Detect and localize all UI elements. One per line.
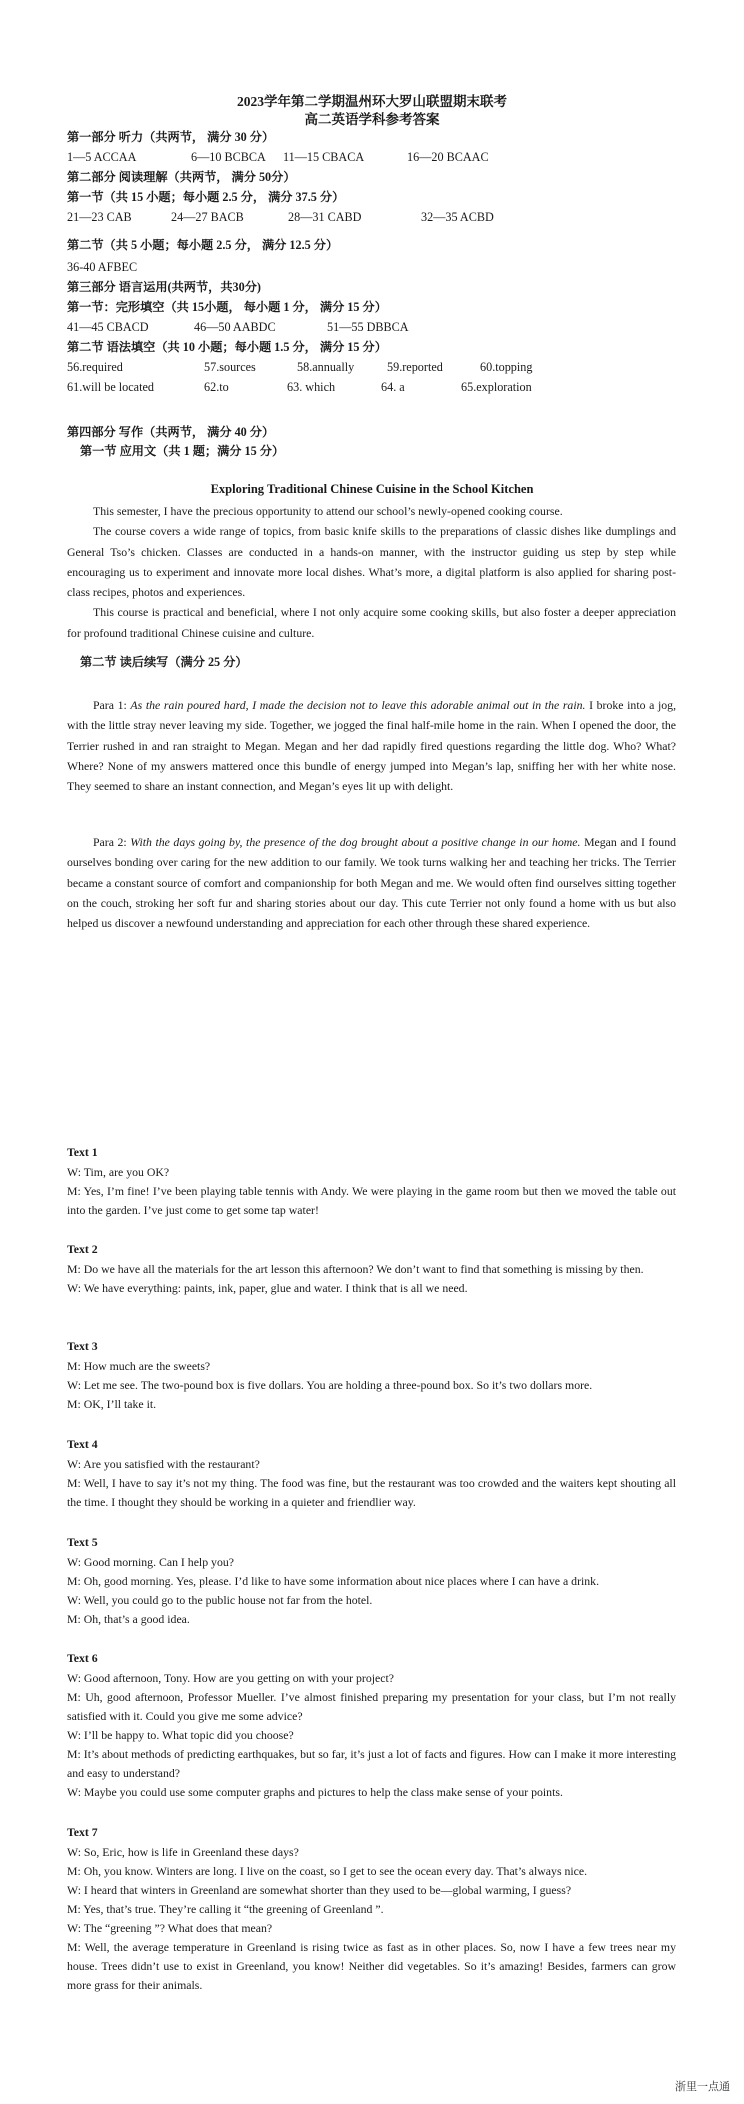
part1-heading: 第一部分 听力（共两节， 满分 30 分） bbox=[67, 130, 275, 144]
grammar-answer: 56.required bbox=[67, 360, 123, 374]
transcript-title: Text 5 bbox=[67, 1535, 98, 1549]
answer-group: 11—15 CBACA bbox=[283, 150, 365, 164]
transcript-line: W: I heard that winters in Greenland are somewhat shorter than they used to be—global warming, I guess? bbox=[67, 1883, 572, 1897]
part4-section1-heading: 第一节 应用文（共 1 题；满分 15 分） bbox=[80, 444, 285, 458]
essay-paragraph: This semester, I have the precious opportunity to attend our school’s newly-opened cooking course. bbox=[93, 504, 563, 518]
answer-group: 41—45 CBACD bbox=[67, 320, 149, 334]
essay-paragraph: The course covers a wide range of topics, from basic knife skills to the preparations of classic dishes like dumplings and General Tso’s chicken. Classes are conducted in a hands-on manner, with the instructor guiding us step by step while encouraging us to experiment and innovate more local dishes. What’s more, a digital platform is also applied for sharing post-class recipes, photos and experiences. bbox=[67, 524, 676, 600]
transcript-line: M: How much are the sweets? bbox=[67, 1359, 211, 1373]
grammar-answer: 64. a bbox=[381, 380, 405, 394]
transcript-line: W: Good afternoon, Tony. How are you getting on with your project? bbox=[67, 1671, 395, 1685]
watermark-label: 浙里一点通 bbox=[675, 2080, 730, 2093]
part2-heading: 第二部分 阅读理解（共两节， 满分 50分） bbox=[67, 170, 296, 184]
transcript-line: W: Good morning. Can I help you? bbox=[67, 1555, 234, 1569]
transcript-text4 bbox=[67, 1435, 676, 1512]
part2-section1-heading: 第一节（共 15 小题；每小题 2.5 分， 满分 37.5 分） bbox=[67, 190, 345, 204]
transcript-line: M: Well, I have to say it’s not my thing. The food was fine, but the restaurant was too crowded and the waiters kept shouting all the time. I thought they should be working in a quieter and friendlier way. bbox=[67, 1476, 676, 1509]
essay-paragraph: This course is practical and beneficial, where I not only acquire some cooking skills, but also foster a deeper appreciation for profound traditional Chinese cuisine and culture. bbox=[67, 605, 676, 640]
transcript-text7 bbox=[67, 1823, 676, 1995]
transcript-text2 bbox=[67, 1240, 676, 1298]
transcript-line: M: Well, the average temperature in Greenland is rising twice as fast as in other places. So, now I have a few trees near my house. Trees didn’t use to exist in Greenland, you know! Neither did vegetables. So it’s amazing! Besides, farmers can grow more grass for their animals. bbox=[67, 1940, 676, 1992]
para2-body: Megan and I found ourselves bonding over caring for the new addition to our family. We took turns walking her and teaching her tricks. The Terrier became a constant source of comfort and companionship for both Megan and me. We would often find ourselves sitting together on the couch, stroking her soft fur and sharing stories about our day. This cute Terrier not only found a home with us but also helped us discover a newfound understanding and appreciation for each other through these shared experience. bbox=[67, 835, 676, 931]
transcript-line: W: So, Eric, how is life in Greenland these days? bbox=[67, 1845, 299, 1859]
part3-section2-heading: 第二节 语法填空（共 10 小题；每小题 1.5 分， 满分 15 分） bbox=[67, 340, 387, 354]
transcript-title: Text 4 bbox=[67, 1437, 98, 1451]
transcript-line: W: We have everything: paints, ink, paper, glue and water. I think that is all we need. bbox=[67, 1281, 468, 1295]
grammar-answer: 57.sources bbox=[204, 360, 256, 374]
answer-group: 16—20 BCAAC bbox=[407, 150, 489, 164]
continuation-para2 bbox=[67, 832, 676, 933]
part2-section2-answers: 36-40 AFBEC bbox=[67, 260, 138, 274]
para1-body: I broke into a jog, with the little stray never leaving my side. Together, we jogged the final half-mile home in the rain. When I opened the door, the Terrier rushed in and ran straight to Megan. Megan and her dad rapidly fired questions regarding the little dog. Who? What? Where? None of my answers mattered once this bundle of energy jumped into Megan’s lap, sniffing her with her white nose. They seemed to share an instant connection, and Megan’s eyes lit up with delight. bbox=[67, 698, 677, 794]
transcript-line: M: Oh, you know. Winters are long. I live on the coast, so I get to see the ocean every day. That’s always nice. bbox=[67, 1864, 588, 1878]
transcript-line: M: Do we have all the materials for the art lesson this afternoon? We don’t want to find that something is missing by then. bbox=[67, 1262, 644, 1276]
part3-heading: 第三部分 语言运用(共两节，共30分) bbox=[67, 280, 261, 294]
transcript-text3 bbox=[67, 1337, 676, 1414]
transcript-text5 bbox=[67, 1533, 676, 1629]
essay-title: Exploring Traditional Chinese Cuisine in the School Kitchen bbox=[210, 482, 534, 496]
transcript-title: Text 7 bbox=[67, 1825, 98, 1839]
part4-heading: 第四部分 写作（共两节， 满分 40 分） bbox=[67, 425, 275, 439]
grammar-answer: 65.exploration bbox=[461, 380, 532, 394]
continuation-para1 bbox=[67, 695, 676, 796]
transcript-title: Text 1 bbox=[67, 1145, 98, 1159]
transcript-line: W: Well, you could go to the public house not far from the hotel. bbox=[67, 1593, 373, 1607]
transcript-text6 bbox=[67, 1649, 676, 1802]
transcript-line: M: Uh, good afternoon, Professor Mueller. I’ve almost finished preparing my presentation for your class, but I’m not really satisfied with it. Could you give me some advice? bbox=[67, 1690, 676, 1723]
document-title: 2023学年第二学期温州环大罗山联盟期末联考 bbox=[237, 94, 507, 109]
answer-group: 28—31 CABD bbox=[288, 210, 362, 224]
part4-section2-heading: 第二节 读后续写（满分 25 分） bbox=[80, 655, 248, 669]
grammar-answer: 61.will be located bbox=[67, 380, 154, 394]
grammar-answer: 59.reported bbox=[387, 360, 443, 374]
essay-body bbox=[67, 501, 676, 643]
answer-group: 24—27 BACB bbox=[171, 210, 244, 224]
part3-section1-heading: 第一节：完形填空（共 15小题， 每小题 1 分， 满分 15 分） bbox=[67, 300, 387, 314]
grammar-answer: 60.topping bbox=[480, 360, 533, 374]
para1-label: Para 1: bbox=[93, 698, 127, 712]
answer-group: 46—50 AABDC bbox=[194, 320, 276, 334]
para2-label: Para 2: bbox=[93, 835, 127, 849]
answer-group: 32—35 ACBD bbox=[421, 210, 494, 224]
transcript-title: Text 2 bbox=[67, 1242, 98, 1256]
transcript-line: M: Oh, that’s a good idea. bbox=[67, 1612, 190, 1626]
grammar-answer: 63. which bbox=[287, 380, 336, 394]
answer-group: 21—23 CAB bbox=[67, 210, 132, 224]
answer-group: 6—10 BCBCA bbox=[191, 150, 266, 164]
transcript-line: W: The “greening ”? What does that mean? bbox=[67, 1921, 273, 1935]
grammar-answer: 58.annually bbox=[297, 360, 355, 374]
transcript-line: M: Yes, I’m fine! I’ve been playing table tennis with Andy. We were playing in the game room but then we moved the table out into the garden. I’ve just come to get some tap water! bbox=[67, 1184, 676, 1217]
grammar-answer: 62.to bbox=[204, 380, 229, 394]
transcript-line: M: Oh, good morning. Yes, please. I’d like to have some information about nice places where I can have a drink. bbox=[67, 1574, 600, 1588]
transcript-title: Text 3 bbox=[67, 1339, 98, 1353]
transcript-title: Text 6 bbox=[67, 1651, 98, 1665]
transcript-line: W: Maybe you could use some computer graphs and pictures to help the class make sense of your points. bbox=[67, 1785, 563, 1799]
para1-prompt: As the rain poured hard, I made the decision not to leave this adorable animal out in the rain. bbox=[130, 698, 586, 712]
answer-group: 51—55 DBBCA bbox=[327, 320, 409, 334]
transcript-text1 bbox=[67, 1143, 676, 1220]
transcript-line: W: Tim, are you OK? bbox=[67, 1165, 170, 1179]
transcript-line: M: OK, I’ll take it. bbox=[67, 1397, 157, 1411]
answer-group: 1—5 ACCAA bbox=[67, 150, 137, 164]
transcript-line: W: Are you satisfied with the restaurant? bbox=[67, 1457, 260, 1471]
part2-section2-heading: 第二节（共 5 小题；每小题 2.5 分， 满分 12.5 分） bbox=[67, 238, 339, 252]
transcript-line: W: Let me see. The two-pound box is five dollars. You are holding a three-pound box. So it’s two dollars more. bbox=[67, 1378, 593, 1392]
transcript-line: M: Yes, that’s true. They’re calling it “the greening of Greenland ”. bbox=[67, 1902, 384, 1916]
para2-prompt: With the days going by, the presence of the dog brought about a positive change in our home. bbox=[130, 835, 581, 849]
document-subtitle: 高二英语学科参考答案 bbox=[304, 112, 440, 127]
transcript-line: W: I’ll be happy to. What topic did you choose? bbox=[67, 1728, 294, 1742]
transcript-line: M: It’s about methods of predicting earthquakes, but so far, it’s just a lot of facts and figures. How can I make it more interesting and easy to understand? bbox=[67, 1747, 676, 1780]
